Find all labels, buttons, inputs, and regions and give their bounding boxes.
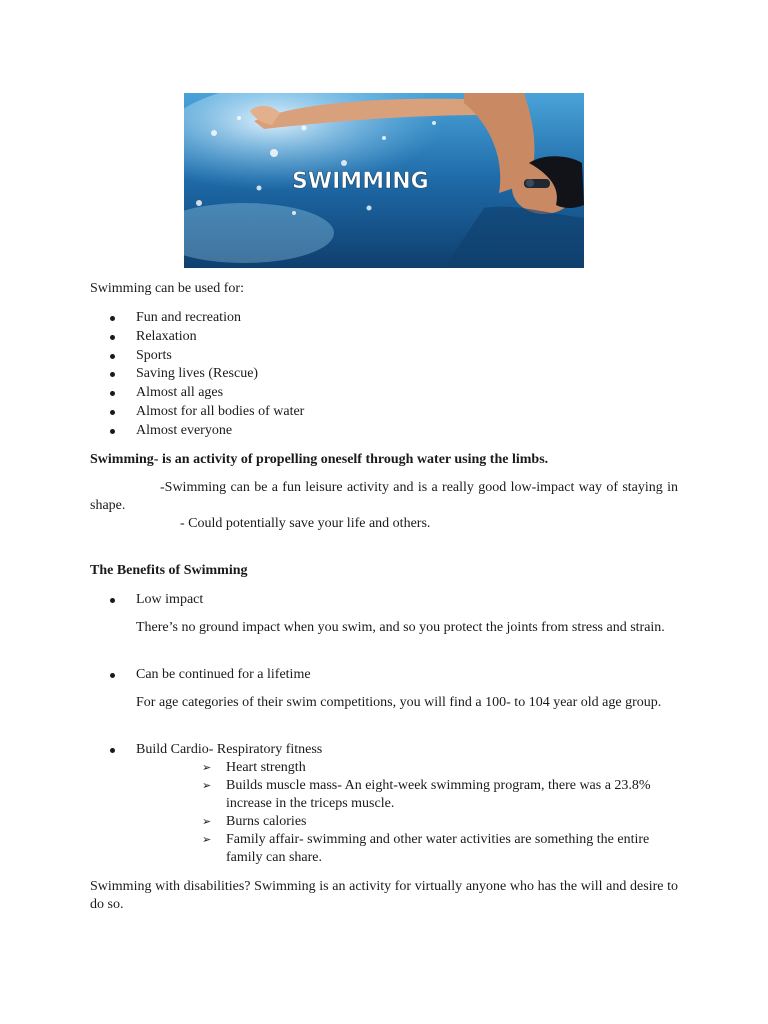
leisure-paragraph: -Swimming can be a fun leisure activity and is a really good low-impact way of staying in shape. bbox=[90, 480, 678, 513]
swimmer-illustration bbox=[184, 93, 584, 268]
list-item: Fun and recreation bbox=[110, 309, 304, 328]
hero-title: SWIMMING bbox=[292, 169, 429, 194]
arrow-bullet-icon: ➢ bbox=[202, 779, 212, 792]
lifetime-paragraph: For age categories of their swim competitions, you will find a 100- to 104 year old age group. bbox=[136, 695, 662, 710]
list-item: Almost all ages bbox=[110, 384, 304, 403]
list-item-text: Builds muscle mass- An eight-week swimming program, there was a 23.8% increase in the triceps muscle. bbox=[226, 778, 651, 811]
list-item-text: Family affair- swimming and other water activities are something the entire family can share. bbox=[226, 832, 650, 865]
swimming-hero-image bbox=[184, 93, 584, 268]
list-item: Saving lives (Rescue) bbox=[110, 365, 304, 384]
arrow-bullet-icon: ➢ bbox=[202, 833, 212, 846]
disabilities-paragraph: Swimming with disabilities? Swimming is an activity for virtually anyone who has the will and desire to do so. bbox=[90, 879, 678, 912]
list-item: Almost for all bodies of water bbox=[110, 403, 304, 422]
list-item: Almost everyone bbox=[110, 422, 304, 441]
list-item bbox=[202, 759, 678, 777]
uses-list bbox=[110, 309, 304, 441]
list-item: Can be continued for a lifetime bbox=[110, 666, 311, 685]
list-item: Sports bbox=[110, 347, 304, 366]
list-item-text: Heart strength bbox=[226, 760, 306, 775]
benefit-low-impact bbox=[110, 591, 203, 610]
low-impact-paragraph: There’s no ground impact when you swim, and so you protect the joints from stress and strain. bbox=[136, 620, 665, 635]
arrow-bullet-icon: ➢ bbox=[202, 761, 212, 774]
list-item: Build Cardio- Respiratory fitness bbox=[110, 741, 322, 760]
benefit-lifetime bbox=[110, 666, 311, 685]
list-item: Relaxation bbox=[110, 328, 304, 347]
cardio-sublist bbox=[202, 759, 678, 867]
arrow-bullet-icon: ➢ bbox=[202, 815, 212, 828]
save-lives-line: - Could potentially save your life and others. bbox=[180, 516, 431, 531]
uses-lead: Swimming can be used for: bbox=[90, 281, 244, 296]
list-item bbox=[202, 777, 678, 813]
benefits-heading: The Benefits of Swimming bbox=[90, 563, 248, 578]
benefit-cardio bbox=[110, 741, 322, 760]
definition: Swimming- is an activity of propelling oneself through water using the limbs. bbox=[90, 452, 549, 467]
list-item bbox=[202, 813, 678, 831]
list-item bbox=[202, 831, 678, 867]
list-item-text: Burns calories bbox=[226, 814, 307, 829]
list-item: Low impact bbox=[110, 591, 203, 610]
